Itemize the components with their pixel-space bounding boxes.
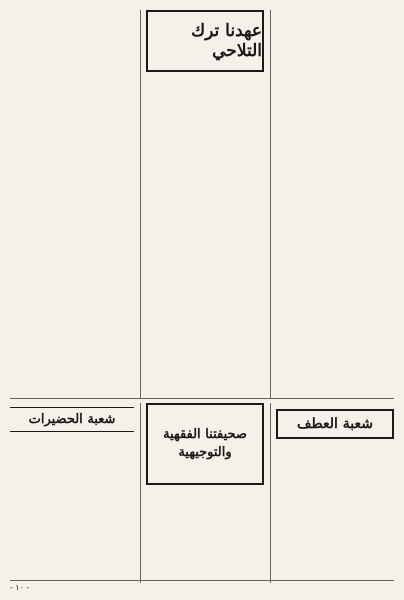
top-section [10, 10, 394, 398]
left-bottom-article-title: شعبة الحضيرات [10, 407, 134, 432]
fiqh-box [146, 403, 264, 485]
right-column [270, 10, 394, 398]
page-footer [10, 580, 394, 592]
right-bottom-article-title: شعبة العطف [276, 409, 394, 439]
middle-column [140, 10, 264, 398]
left-bottom-column [10, 403, 134, 583]
middle-bottom-column [140, 403, 264, 583]
right-bottom-column [270, 403, 394, 583]
page-number: - ١٠ - [10, 583, 30, 592]
main-article-title-box [146, 10, 264, 72]
fiqh-box-title: صحيفتنا الفقهية والتوجيهية [163, 426, 247, 460]
main-article-title: عهدنا ترك التلاحي [191, 21, 262, 61]
lower-section [10, 398, 394, 583]
left-column [10, 10, 134, 398]
